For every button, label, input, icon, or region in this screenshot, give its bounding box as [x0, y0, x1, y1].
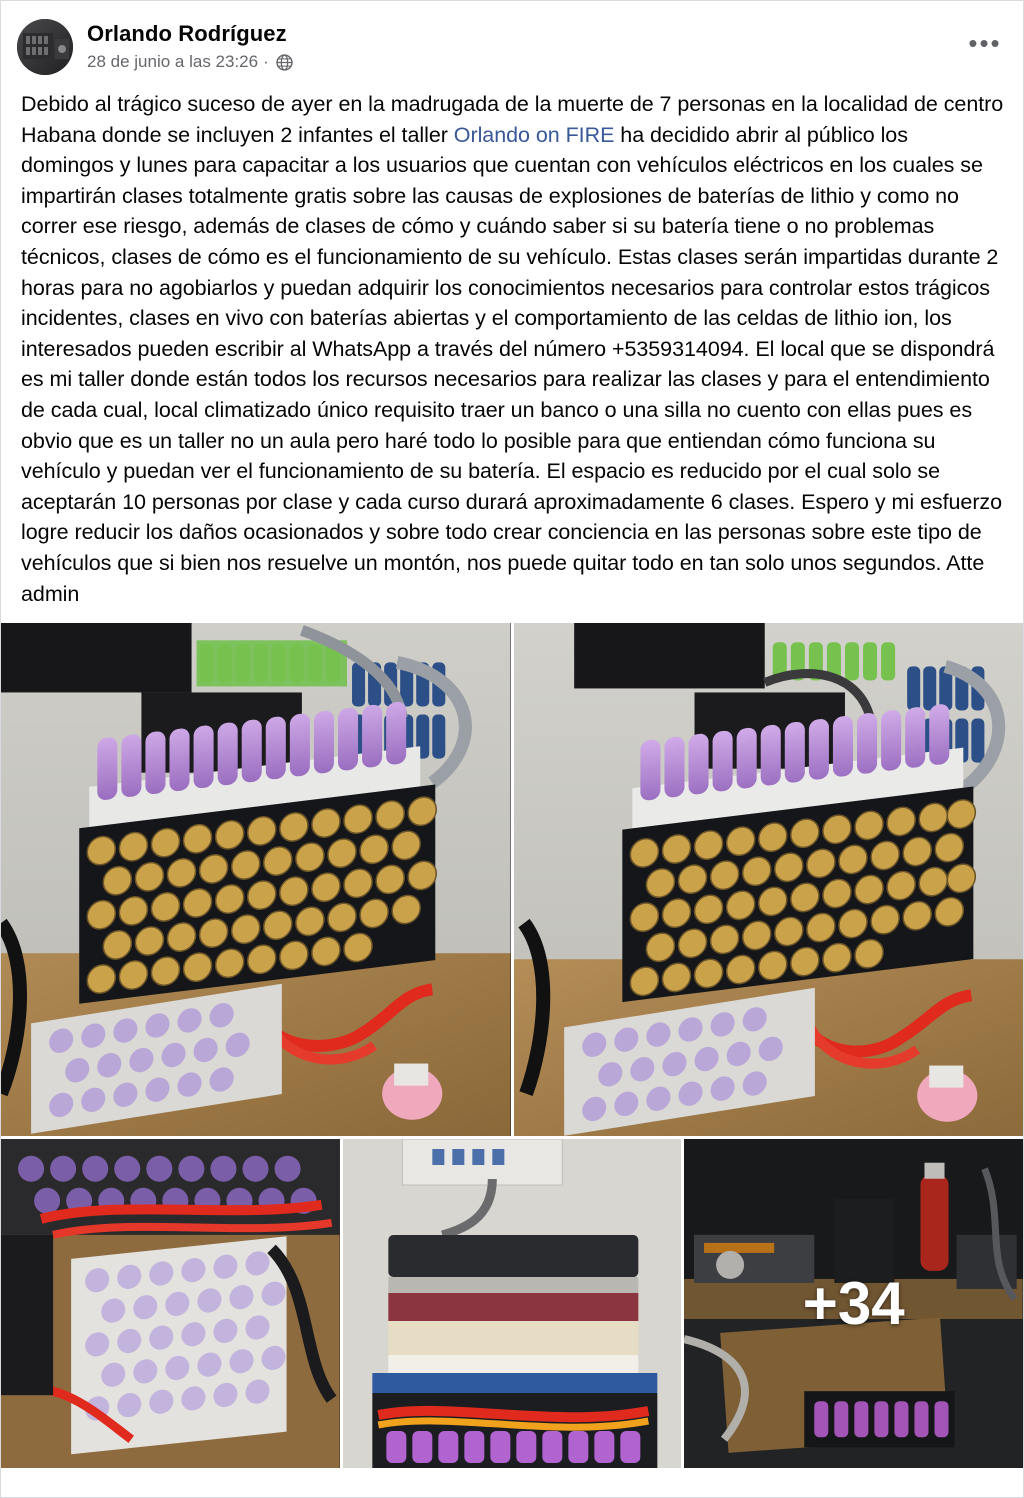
post-text-part-2: ha decidido abrir al público los domingos y lunes para capacitar a los usuarios que cuentan con vehículos eléctricos en los cuales se impartirán clases totalmente gratis sobre las causas de explosiones de baterías de lithio y como no correr ese riesgo, además de clases de cómo y cuándo saber si su batería tiene o no problemas técnicos, clases de cómo es el funcionamiento de su vehículo. Estas clases serán impartidas durante 2 horas para no agobiarlos y puedan adquirir los conocimientos necesarios para controlar estos trágicos incidentes, clases en vivo con baterías abiertas y el comportamiento de las celdas de lithio ion, los interesados pueden escribir al WhatsApp a través del número +5359314094. El local que se dispondrá es mi taller donde están todos los recursos necesarios para realizar las clases y para el entendimiento de cada cual, local climatizado único requisito traer un banco o una silla no cuento con ellas pues es obvio que es un taller no un aula pero haré todo lo posible para que entiendan cómo funciona su vehículo y puedan ver el funcionamiento de su batería. El espacio es reducido por el cual solo se aceptarán 10 personas por clase y cada curso durará aproximadamente 6 clases. Espero y mi esfuerzo logre reducir los daños ocasionados y sobre todo crear conciencia en las personas sobre este tipo de vehículos que si bien nos resuelve un montón, nos puede quitar todo en tan solo unos segundos. Atte admin — [21, 122, 1003, 606]
post-header — [1, 1, 1023, 81]
photo-grid — [1, 623, 1023, 1468]
photo-battery-pack-left[interactable] — [1, 623, 511, 1136]
avatar[interactable] — [17, 19, 73, 75]
more-photos-overlay[interactable]: +34 — [684, 1139, 1023, 1468]
page-mention-link[interactable]: Orlando on FIRE — [453, 122, 615, 147]
header-text — [87, 19, 963, 72]
photo-bench-stack[interactable] — [343, 1139, 682, 1468]
post-text — [1, 81, 1023, 623]
photo-battery-pack-right[interactable] — [514, 623, 1024, 1136]
more-options-button[interactable]: ••• — [968, 28, 1002, 58]
author-name[interactable]: Orlando Rodríguez — [87, 21, 287, 46]
globe-icon[interactable] — [276, 54, 293, 71]
photo-cell-holder[interactable] — [1, 1139, 340, 1468]
post-meta — [87, 52, 963, 72]
post-text-part-1: Debido al trágico suceso de ayer en la madrugada de la muerte de 7 personas en la localidad de centro Habana donde se incluyen 2 infantes el taller — [21, 92, 1004, 147]
photo-row-top — [1, 623, 1023, 1136]
meta-separator: · — [263, 52, 269, 71]
photo-workshop-tools[interactable] — [684, 1139, 1023, 1468]
photo-row-bottom — [1, 1139, 1023, 1468]
post-timestamp[interactable]: 28 de junio a las 23:26 — [87, 52, 259, 71]
